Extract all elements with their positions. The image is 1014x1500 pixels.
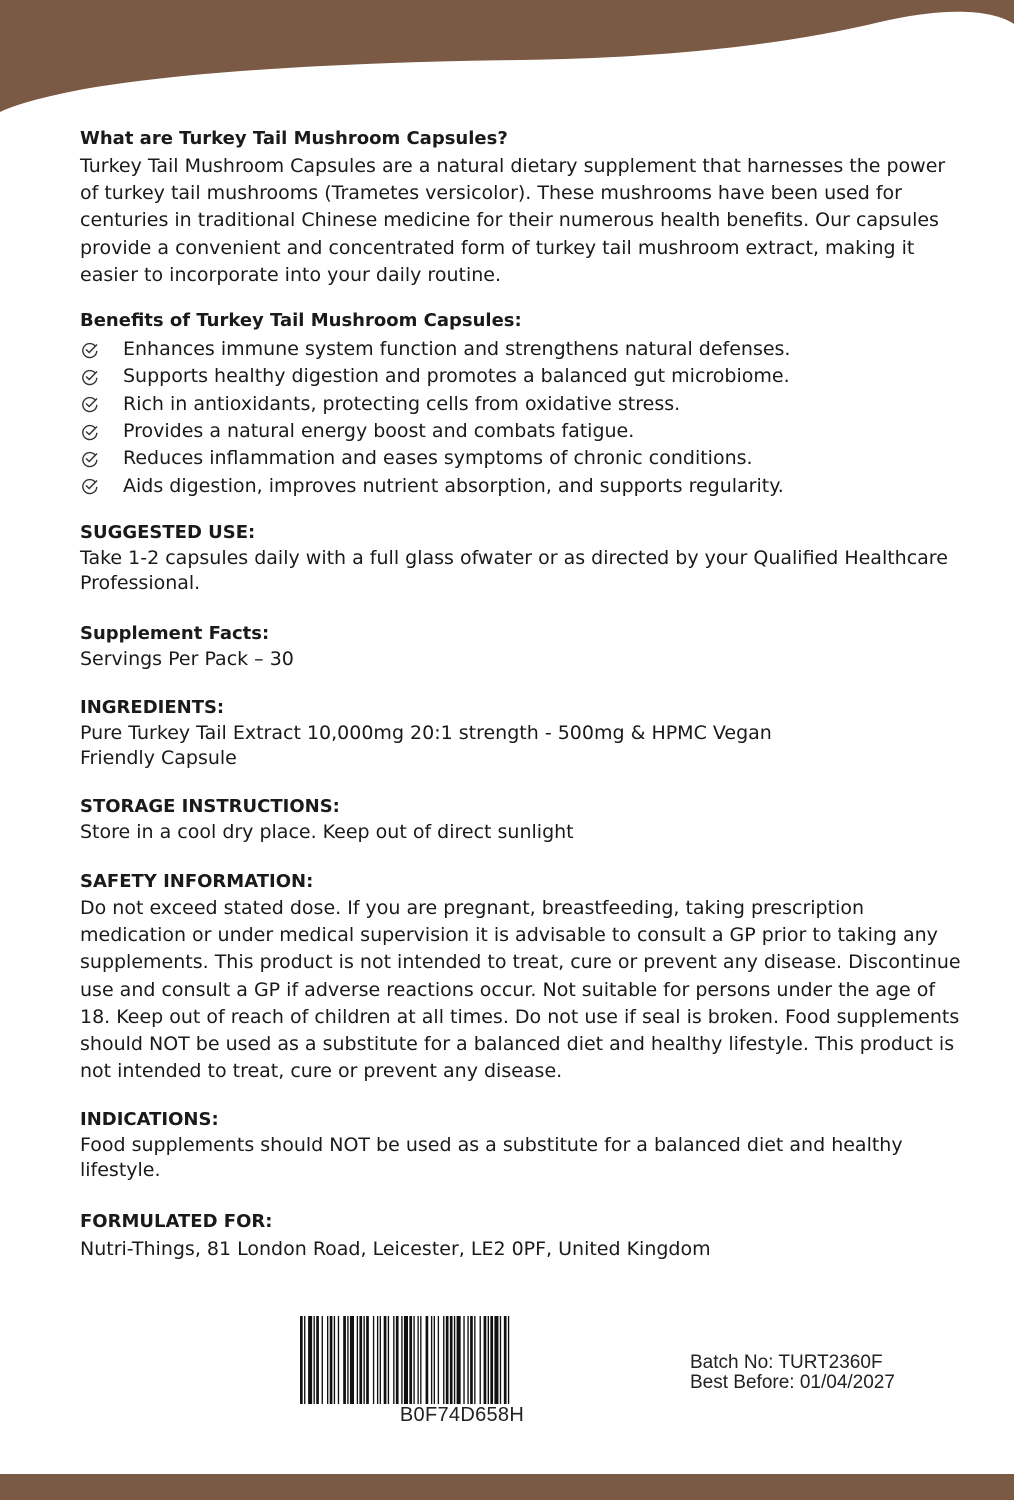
best-before-date: Best Before: 01/04/2027 — [690, 1372, 895, 1393]
barcode-bar — [443, 1316, 444, 1404]
benefit-text: Aids digestion, improves nutrient absorption, and supports regularity. — [123, 474, 784, 497]
barcode-bar — [396, 1316, 399, 1404]
check-circle-icon — [80, 367, 100, 387]
safety-section — [80, 869, 965, 1085]
intro-section — [80, 126, 965, 289]
barcode-bar — [420, 1316, 421, 1404]
barcode-bar — [308, 1316, 312, 1404]
barcode-bar — [373, 1316, 374, 1404]
benefit-text: Enhances immune system function and strengthens natural defenses. — [123, 338, 791, 361]
barcode-bar — [359, 1316, 362, 1404]
barcode-bar — [401, 1316, 402, 1404]
barcode-bar — [450, 1316, 453, 1404]
barcode-bar — [508, 1316, 509, 1404]
barcode-bar — [343, 1316, 346, 1404]
barcode-bar — [490, 1316, 493, 1404]
barcode-bar — [500, 1316, 501, 1404]
intro-title: What are Turkey Tail Mushroom Capsules? — [80, 128, 508, 149]
barcode-bar — [334, 1316, 335, 1404]
barcode-bar — [434, 1316, 435, 1404]
benefit-text: Supports healthy digestion and promotes a balanced gut microbiome. — [123, 365, 790, 388]
benefit-item — [80, 445, 965, 472]
barcode-bar — [384, 1316, 387, 1404]
benefits-section — [80, 308, 965, 500]
suggested-use-body: Take 1-2 capsules daily with a full glass ofwater or as directed by your Qualified Healthcare Professional. — [80, 547, 948, 594]
barcode-bar — [304, 1316, 305, 1404]
barcode-bar — [484, 1316, 487, 1404]
check-circle-icon — [80, 476, 100, 496]
indications-title: INDICATIONS: — [80, 1109, 219, 1130]
supplement-facts-section — [80, 621, 965, 672]
ingredients-section — [80, 695, 965, 771]
barcode-bar — [314, 1316, 315, 1404]
indications-section — [80, 1107, 965, 1183]
safety-body: Do not exceed stated dose. If you are pregnant, breastfeeding, taking prescription medication or under medical supervision it is advisable to consult a GP prior to taking any supplements. This product is not intended to treat, cure or prevent any disease. Discontinue use and consult a GP if adverse reactions occur. Not suitable for persons under the age of 18. Keep out of reach of children at all times. Do not use if seal is broken. Food supplements should NOT be used as a substitute for a balanced diet and healthy lifestyle. This product is not intended to treat, cure or prevent any disease. — [80, 897, 961, 1083]
barcode-bar — [426, 1316, 429, 1404]
barcode-bar — [316, 1316, 319, 1404]
barcode-bar — [393, 1316, 394, 1404]
intro-body: Turkey Tail Mushroom Capsules are a natural dietary supplement that harnesses the power of turkey tail mushrooms (Trametes versicolor). These mushrooms have been used for centuries in traditional Chinese medicine for their numerous health benefits. Our capsules provide a convenient and concentrated form of turkey tail mushroom extract, making it easier to incorporate into your daily routine. — [80, 155, 946, 286]
barcode-bar — [417, 1316, 418, 1404]
barcode-bar — [330, 1316, 333, 1404]
supplement-facts-title: Supplement Facts: — [80, 623, 270, 644]
benefits-title: Benefits of Turkey Tail Mushroom Capsules: — [80, 310, 522, 331]
barcode-bar — [463, 1316, 464, 1404]
formulated-for-section — [80, 1209, 965, 1262]
batch-number: Batch No: TURT2360F — [690, 1352, 883, 1373]
benefit-text: Rich in antioxidants, protecting cells from oxidative stress. — [123, 392, 681, 415]
storage-title: STORAGE INSTRUCTIONS: — [80, 796, 340, 817]
check-circle-icon — [80, 422, 100, 442]
barcode-number: B0F74D658H — [399, 1404, 525, 1426]
top-decorative-wave — [0, 0, 1014, 118]
barcode-bar — [404, 1316, 408, 1404]
check-circle-icon — [80, 340, 100, 360]
barcode — [296, 1316, 628, 1432]
storage-body: Store in a cool dry place. Keep out of direct sunlight — [80, 821, 574, 843]
barcode-bar — [504, 1316, 507, 1404]
barcode-bar — [494, 1316, 498, 1404]
barcode-bar — [380, 1316, 381, 1404]
benefit-item — [80, 363, 965, 390]
suggested-use-section — [80, 520, 965, 596]
benefit-item — [80, 336, 965, 363]
batch-info — [690, 1353, 895, 1393]
benefit-item — [80, 391, 965, 418]
barcode-bars — [296, 1316, 628, 1404]
barcode-bar — [322, 1316, 323, 1404]
barcode-bar — [409, 1316, 412, 1404]
benefit-item — [80, 418, 965, 445]
formulated-for-title: FORMULATED FOR: — [80, 1211, 273, 1232]
barcode-bar — [377, 1316, 378, 1404]
supplement-facts-body: Servings Per Pack – 30 — [80, 648, 294, 670]
barcode-bar — [470, 1316, 473, 1404]
benefits-list — [80, 336, 965, 500]
storage-section — [80, 794, 965, 845]
benefit-text: Reduces inflammation and eases symptoms of chronic conditions. — [123, 447, 753, 470]
barcode-bar — [363, 1316, 364, 1404]
check-circle-icon — [80, 394, 100, 414]
barcode-bar — [446, 1316, 449, 1404]
barcode-bar — [357, 1316, 358, 1404]
barcode-bar — [327, 1316, 328, 1404]
check-circle-icon — [80, 449, 100, 469]
barcode-bar — [413, 1316, 414, 1404]
barcode-bar — [467, 1316, 468, 1404]
barcode-bar — [431, 1316, 432, 1404]
benefit-item — [80, 472, 965, 499]
barcode-bar — [350, 1316, 354, 1404]
barcode-bar — [488, 1316, 489, 1404]
safety-title: SAFETY INFORMATION: — [80, 871, 314, 892]
barcode-bar — [388, 1316, 389, 1404]
barcode-bar — [474, 1316, 475, 1404]
benefit-text: Provides a natural energy boost and combats fatigue. — [123, 420, 635, 443]
barcode-bar — [480, 1316, 481, 1404]
barcode-bar — [438, 1316, 439, 1404]
barcode-bar — [366, 1316, 369, 1404]
barcode-bar — [457, 1316, 461, 1404]
barcode-bar — [338, 1316, 339, 1404]
ingredients-body: Pure Turkey Tail Extract 10,000mg 20:1 strength - 500mg & HPMC Vegan Friendly Capsule — [80, 722, 772, 769]
indications-body: Food supplements should NOT be used as a substitute for a balanced diet and healthy lifestyle. — [80, 1134, 903, 1181]
barcode-bar — [300, 1316, 303, 1404]
suggested-use-title: SUGGESTED USE: — [80, 522, 256, 543]
formulated-for-body: Nutri-Things, 81 London Road, Leicester, LE2 0PF, United Kingdom — [80, 1238, 711, 1260]
barcode-bar — [454, 1316, 455, 1404]
bottom-decorative-band — [0, 1474, 1014, 1500]
ingredients-title: INGREDIENTS: — [80, 697, 225, 718]
barcode-bar — [347, 1316, 348, 1404]
